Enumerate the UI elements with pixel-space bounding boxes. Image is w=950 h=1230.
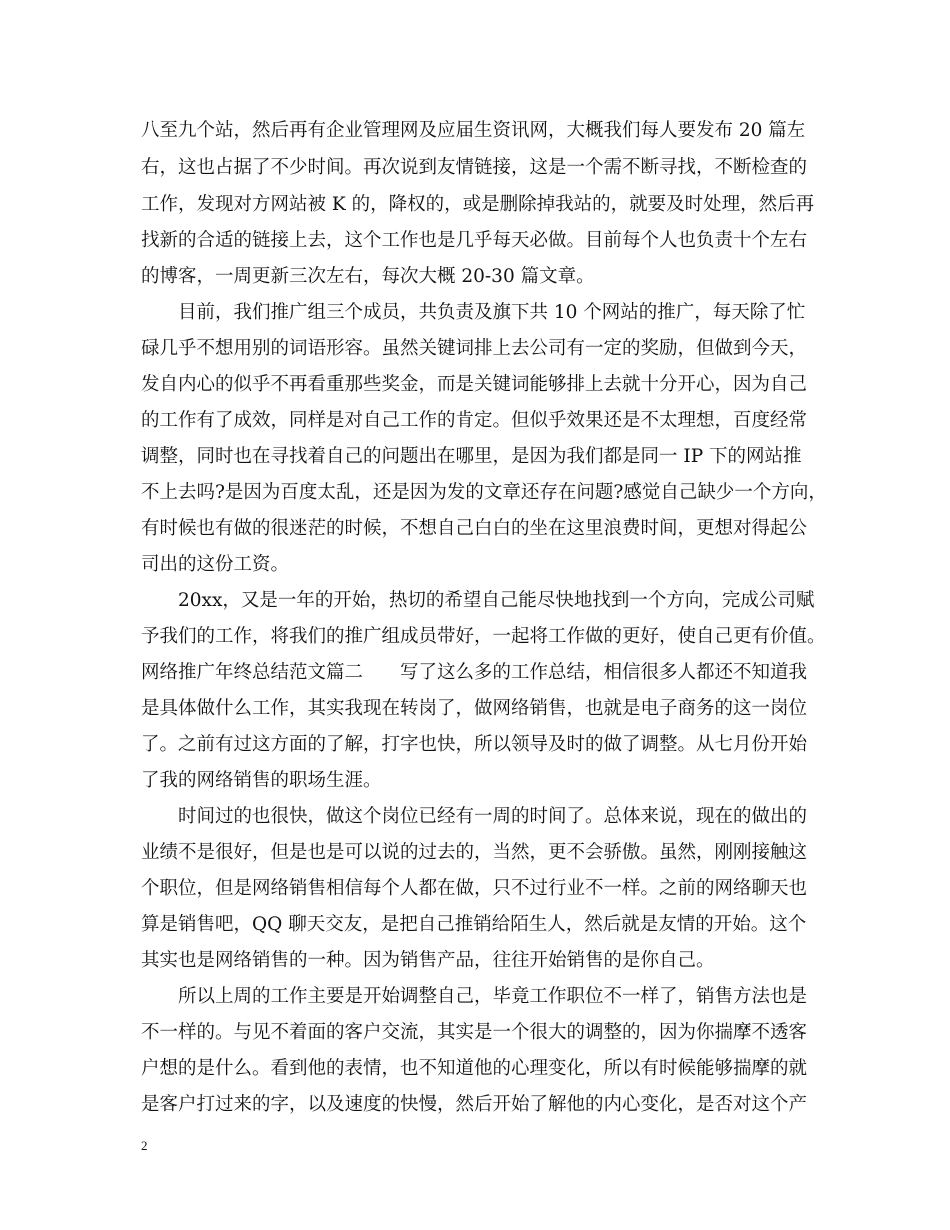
text-line: 调整，同时也在寻找着自己的问题出在哪里，是因为我们都是同一 IP 下的网站推 xyxy=(141,446,802,467)
text-line: 了我的网络销售的职场生涯。 xyxy=(141,770,382,791)
text-line: 发自内心的似乎不再看重那些奖金，而是关键词能够排上去就十分开心，因为自己 xyxy=(141,374,808,395)
text-line: 了。之前有过这方面的了解，打字也快，所以领导及时的做了调整。从七月份开始 xyxy=(141,734,808,755)
text-line: 户想的是什么。看到他的表情，也不知道他的心理变化，所以有时候能够揣摩的就 xyxy=(141,1058,808,1079)
text-line: 右，这也占据了不少时间。再次说到友情链接，这是一个需不断寻找，不断检查的 xyxy=(141,157,808,178)
text-line: 工作，发现对方网站被 K 的，降权的，或是删除掉我站的，就要及时处理，然后再 xyxy=(141,194,815,215)
text-line: 个职位，但是网络销售相信每个人都在做，只不过行业不一样。之前的网络聊天也 xyxy=(141,878,808,899)
text-line: 不上去吗?是因为百度太乱，还是因为发的文章还存在问题?感觉自己缺少一个方向， xyxy=(141,482,827,503)
text-line: 是客户打过来的字，以及速度的快慢，然后开始了解他的内心变化，是否对这个产 xyxy=(141,1094,808,1115)
text-line: 八至九个站，然后再有企业管理网及应届生资讯网，大概我们每人要发布 20 篇左 xyxy=(141,120,806,141)
text-line: 予我们的工作，将我们的推广组成员带好，一起将工作做的更好，使自己更有价值。 xyxy=(141,626,826,647)
text-line: 的博客，一周更新三次左右，每次大概 20-30 篇文章。 xyxy=(141,266,595,287)
text-line: 不一样的。与见不着面的客户交流，其实是一个很大的调整的，因为你揣摩不透客 xyxy=(141,1022,808,1043)
page-number: 2 xyxy=(141,1138,148,1153)
text-line: 司出的这份工资。 xyxy=(141,554,290,575)
text-line: 网络推广年终总结范文篇二 写了这么多的工作总结，相信很多人都还不知道我 xyxy=(141,662,808,683)
text-line: 目前，我们推广组三个成员，共负责及旗下共 10 个网站的推广，每天除了忙 xyxy=(141,302,806,323)
text-line: 是具体做什么工作，其实我现在转岗了，做网络销售，也就是电子商务的这一岗位 xyxy=(141,698,808,719)
text-line: 所以上周的工作主要是开始调整自己，毕竟工作职位不一样了，销售方法也是 xyxy=(141,986,808,1007)
text-line: 算是销售吧，QQ 聊天交友，是把自己推销给陌生人，然后就是友情的开始。这个 xyxy=(141,914,807,935)
text-line: 碌几乎不想用别的词语形容。虽然关键词排上去公司有一定的奖励，但做到今天， xyxy=(141,338,808,359)
text-line: 时间过的也很快，做这个岗位已经有一周的时间了。总体来说，现在的做出的 xyxy=(141,806,808,827)
text-line: 20xx，又是一年的开始，热切的希望自己能尽快地找到一个方向，完成公司赋 xyxy=(141,590,815,611)
text-line: 的工作有了成效，同样是对自己工作的肯定。但似乎效果还是不太理想，百度经常 xyxy=(141,410,808,431)
text-line: 有时候也有做的很迷茫的时候，不想自己白白的坐在这里浪费时间，更想对得起公 xyxy=(141,518,808,539)
text-line: 业绩不是很好，但是也是可以说的过去的，当然，更不会骄傲。虽然，刚刚接触这 xyxy=(141,842,808,863)
text-line: 找新的合适的链接上去，这个工作也是几乎每天必做。目前每个人也负责十个左右 xyxy=(141,230,808,251)
text-line: 其实也是网络销售的一种。因为销售产品，往往开始销售的是你自己。 xyxy=(141,950,715,971)
